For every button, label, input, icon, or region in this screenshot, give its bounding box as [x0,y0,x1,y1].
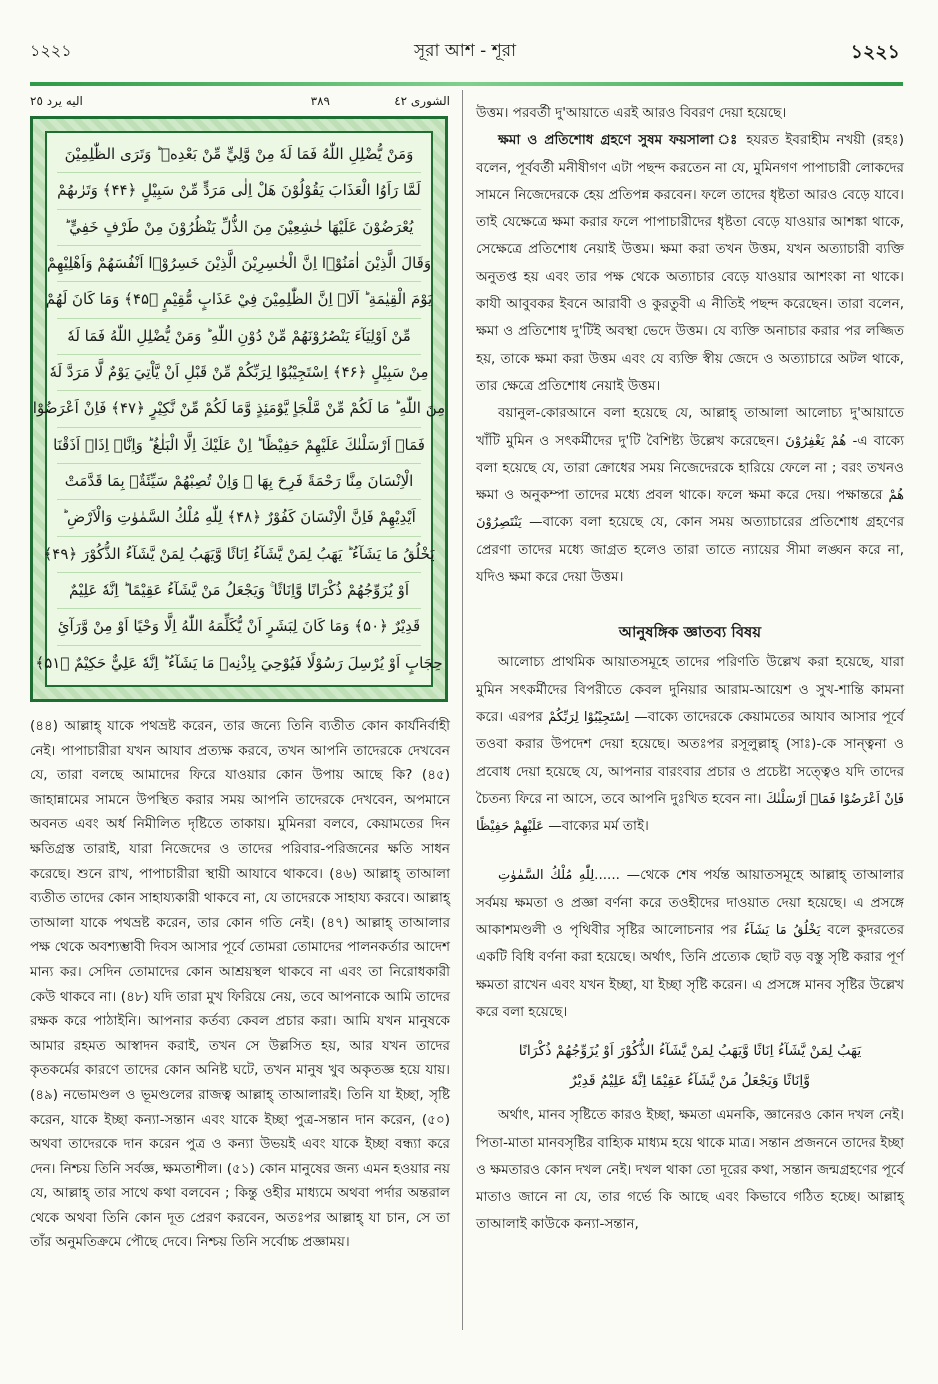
quran-line: مِّنْ اَوْلِيَآءَ يَنْصُرُوْنَهُمْ مِّنْ دُوْنِ اللّٰهِ ؕ وَمَنْ يُّضْلِلِ اللّٰهُ فَمَا لَهٗ [57,319,421,355]
arabic-inline-2: هُمْ يَنْتَصِرُوْنَ [476,488,904,531]
quran-juz-label: اليه يرد ٢٥ [30,94,83,108]
arabic-inline-6: يَخْلُقُ مَا يَشَآءُ [743,923,821,939]
quran-line: وَمَنْ يُّضْلِلِ اللّٰهُ فَمَا لَهٗ مِنْ وَّلِيٍّ مِّنْ بَعْدِهٖ ؕ وَتَرَى الظّٰلِمِيْنَ [57,137,421,173]
right-page-number: ১২২১ [850,41,900,63]
quran-page-number: ٣٨٩ [310,94,330,108]
commentary-para-4 [476,649,904,840]
left-page-number: ১২২১ [30,41,72,60]
arabic-inline-4: فَاِنْ اَعْرَضُوْا فَمَاۤ اَرْسَلْنٰكَ عَلَيْهِمْ حَفِيْظًا [476,791,904,835]
commentary-para-4-c: —বাক্যের মর্ম তাই। [543,818,649,835]
commentary-para-1: উত্তম। পরবর্তী দু'আয়াতে এরই আরও বিবরণ দেয়া হয়েছে। [476,105,787,121]
commentary-column [476,100,904,1239]
section-title: আনুষঙ্গিক জ্ঞাতব্য বিষয় [618,623,762,642]
page-header [30,38,900,74]
commentary-para-3-b: -এ বাক্যে বলা হয়েছে যে, তারা ক্রোধের সময় নিজেদেরকে হারিয়ে ফেলে না ; বরং তখনও ক্ষমা ও অনুকম্পা তাদের মধ্যে প্রবল থাকে। ফলে ক্ষমা করে দেয়। পক্ষান্তরে [476,432,904,504]
section-gap [476,840,904,862]
commentary-para-3-a: বয়ানুল-কোরআনে বলা হয়েছে যে, আল্লাহ্ তাআলা আলোচ্য দু'আয়াতে খাঁটি মুমিন ও সৎকর্মীদের দু'টি বৈশিষ্ট্য উল্লেখ করেছেন। [476,405,904,449]
ayah-quote-line-2: وَّاِنَاثًا وَيَجْعَلُ مَنْ يَّشَآءُ عَقِيْمًا اِنَّهٗ عَلِيْمٌ قَدِيْرٌ [569,1073,811,1090]
quran-text-panel [30,92,450,704]
commentary-heading: ক্ষমা ও প্রতিশোধ গ্রহণে সুষম ফয়সালা ঃ [498,132,740,149]
quran-lines [32,131,446,687]
arabic-inline-5: لِلّٰهِ مُلْكُ السَّمٰوٰتِ [498,868,595,884]
translation-text: (৪৪) আল্লাহ্ যাকে পথভ্রষ্ট করেন, তার জন্যে তিনি ব্যতীত কোন কার্যনির্বাহী নেই। পাপাচারীরা যখন আযাব প্রত্যক্ষ করবে, তখন আপনি তাদেরকে দেখবেন যে, তারা বলছে আমাদের ফিরে যাওয়ার কোন উপায় আছে কি? (৪৫) জাহান্নামের সামনে উপস্থিত করার সময় আপনি তাদেরকে দেখবেন, অপমানে অবনত এবং অর্ধ নিমীলিত দৃষ্টিতে তাকায়। মুমিনরা বলবে, কেয়ামতের দিন ক্ষতিগ্রস্ত তারাই, যারা নিজেদের ও তাদের পরিবার-পরিজনের ক্ষতি সাধন করেছে। শুনে রাখ, পাপাচারীরা স্থায়ী আযাবে থাকবে। (৪৬) আল্লাহ্ তাআলা ব্যতীত তাদের কোন সাহায্যকারী থাকবে না, যে তাদেরকে সাহায্য করবে। আল্লাহ্ তাআলা যাকে পথভ্রষ্ট করেন, তার কোন গতি নেই। (৪৭) আল্লাহ্ তাআলার পক্ষ থেকে অবশ্যম্ভাবী দিবস আসার পূর্বে তোমরা তোমাদের পালনকর্তার আদেশ মান্য কর। সেদিন তোমাদের কোন আশ্রয়স্থল থাকবে না এবং তা নিরোধকারী কেউ থাকবে না। (৪৮) যদি তারা মুখ ফিরিয়ে নেয়, তবে আপনাকে আমি তাদের রক্ষক করে পাঠাইনি। আপনার কর্তব্য কেবল প্রচার করা। আমি যখন মানুষকে আমার রহমত আস্বাদন করাই, তখন সে উল্লসিত হয়, আর যখন তাদের কৃতকর্মের কারণে তাদের কোন অনিষ্ট ঘটে, তখন মানুষ খুব অকৃতজ্ঞ হয়ে যায়। (৪৯) নভোমণ্ডল ও ভূমণ্ডলের রাজত্ব আল্লাহ্ তাআলারই। তিনি যা ইচ্ছা, সৃষ্টি করেন, যাকে ইচ্ছা কন্যা-সন্তান এবং যাকে ইচ্ছা পুত্র-সন্তান দান করেন, (৫০) অথবা তাদেরকে দান করেন পুত্র ও কন্যা উভয়ই এবং যাকে ইচ্ছা বন্ধ্যা করে দেন। নিশ্চয় তিনি সর্বজ্ঞ, ক্ষমতাশীল। (৫১) কোন মানুষের জন্য এমন হওয়ার নয় যে, আল্লাহ্ তার সাথে কথা বলবেন ; কিন্তু ওহীর মাধ্যমে অথবা পর্দার অন্তরাল থেকে অথবা তিনি কোন দূত প্রেরণ করবেন, অতঃপর আল্লাহ্ যা চান, সে তা তাঁর অনুমতিক্রমে পৌছে দেবে। নিশ্চয় তিনি সর্বোচ্চ প্রজ্ঞাময়। [30,718,450,1251]
quran-line: الْاِنْسَانَ مِنَّا رَحْمَةً فَرِحَ بِهَا ۚ وَاِنْ تُصِبْهُمْ سَيِّئَةٌۢ بِمَا قَدَّمَتْ [57,464,421,500]
commentary-para-3 [476,400,904,591]
commentary-para-2-text: হযরত ইবরাহীম নখয়ী (রহঃ) বলেন, পূর্ববর্তী মনীষীগণ এটা পছন্দ করতেন না যে, মুমিনগণ পাপাচারী লোকদের সামনে নিজেদেরকে হেয় প্রতিপন্ন করবেন। ফলে তাদের ধৃষ্টতা আরও বেড়ে যাবে। তাই যেক্ষেত্রে ক্ষমা করার ফলে পাপাচারীদের ধৃষ্টতা বেড়ে যাওয়ার আশঙ্কা থাকে, সেক্ষেত্রে প্রতিশোধ নেয়াই উত্তম। ক্ষমা করা তখন উত্তম, যখন অত্যাচারী ব্যক্তি অনুতপ্ত হয় এবং তার পক্ষ থেকে অত্যাচার বেড়ে যাওয়ার আশংকা না থাকে। কাযী আবুবকর ইবনে আরাবী ও কুরতুবী এ নীতিই পছন্দ করেছেন। তারা বলেন, ক্ষমা ও প্রতিশোধ দু'টিই অবস্থা ভেদে উত্তম। যে ব্যক্তি অনাচার করার পর লজ্জিত হয়, তাকে ক্ষমা করা উত্তম এবং যে ব্যক্তি স্বীয় জেদে ও অত্যাচারে অটল থাকে, তার ক্ষেত্রে প্রতিশোধ নেয়াই উত্তম। [476,132,905,394]
quran-line: مِنْ سَبِيْلٍ ﴿۴۶﴾ اِسْتَجِيْبُوْا لِرَبِّكُمْ مِّنْ قَبْلِ اَنْ يَّاْتِيَ يَوْمٌ لَّا مَرَدَّ لَهٗ [57,355,421,391]
quran-line: فَمَاۤ اَرْسَلْنٰكَ عَلَيْهِمْ حَفِيْظًا ؕ اِنْ عَلَيْكَ اِلَّا الْبَلٰغُ ؕ وَاِنَّاۤ اِذَاۤ اَذَقْنَا [57,428,421,464]
ayah-quote [476,1036,904,1096]
quran-line: حِجَابٍ اَوْ يُرْسِلَ رَسُوْلًا فَيُوْحِيَ بِاِذْنِهٖ مَا يَشَآءُ ؕ اِنَّهٗ عَلِيٌّ حَكِيْمٌ ﴿۵۱﴾ [35,653,443,672]
header-rule [30,82,903,86]
commentary-para-4-a: আলোচ্য প্রাথমিক আয়াতসমূহে তাদের পরিণতি উল্লেখ করা হয়েছে, যারা মুমিন সৎকর্মীদের বিপরীতে কেবল দুনিয়ার আরাম-আয়েশ ও সুখ-শান্তি কামনা করে। এরপর [476,654,904,725]
quran-line: يَخْلُقُ مَا يَشَآءُ ؕ يَهَبُ لِمَنْ يَّشَآءُ اِنَاثًا وَّيَهَبُ لِمَنْ يَّشَآءُ الذُّكُوْرَ ﴿۴۹﴾ [57,537,421,573]
arabic-inline-1: هُمْ يَغْفِرُوْنَ [785,433,847,449]
commentary-para-6: অর্থাৎ, মানব সৃষ্টিতে কারও ইচ্ছা, ক্ষমতা এমনকি, জ্ঞানেরও কোন দখল নেই। পিতা-মাতা মানবসৃষ্টির বাহ্যিক মাধ্যম হয়ে থাকে মাত্র। সন্তান প্রজননে তাদের ইচ্ছা ও ক্ষমতারও কোন দখল নেই। দখল থাকা তো দূরের কথা, সন্তান জন্মগ্রহণের পূর্বে মাতাও জানে না যে, তার গর্ভে কি আছে এবং কিভাবে গঠিত হচ্ছে। আল্লাহ্ তাআলাই কাউকে কন্যা-সন্তান, [476,1107,904,1233]
quran-line: اَيْدِيْهِمْ فَاِنَّ الْاِنْسَانَ كَفُوْرٌ ﴿۴۸﴾ لِلّٰهِ مُلْكُ السَّمٰوٰتِ وَالْاَرْضِ ؕ [57,500,421,536]
commentary-para-5-a: —থেকে শেষ পর্যন্ত আয়াতসমূহে আল্লাহ্ তাআলার সর্বময় ক্ষমতা ও প্রজ্ঞা বর্ণনা করে তওহীদের দাওয়াত দেয়া হয়েছে। এ প্রসঙ্গে আকাশমণ্ডলী ও পৃথিবীর সৃষ্টির আলোচনার পর [476,867,904,939]
ayah-quote-line-1: يَهَبُ لِمَنْ يَّشَآءُ اِنَاثًا وَّيَهَبُ لِمَنْ يَّشَآءُ الذُّكُوْرَ اَوْ يُزَوِّجُهُمْ ذُكْرَانًا [518,1043,862,1060]
surah-title: সূরা আশ - শূরা [413,41,517,61]
quran-line: وَقَالَ الَّذِيْنَ اٰمَنُوْۤا اِنَّ الْخٰسِرِيْنَ الَّذِيْنَ خَسِرُوْۤا اَنْفُسَهُمْ وَاَهْلِيْهِمْ [57,246,421,282]
commentary-para-4-b: —বাক্যে তাদেরকে কেয়ামতের আযাব আসার পূর্বে তওবা করার উপদেশ দেয়া হয়েছে। অতঃপর রসূলুল্লাহ্ (সাঃ)-কে সান্ত্বনা ও প্রবোধ দেয়া হয়েছে যে, আপনার বারংবার প্রচার ও প্রচেষ্টা সত্ত্বেও যদি তাদের চৈতন্য ফিরে না আসে, তবে আপনি দুঃখিত হবেন না। [476,708,904,807]
quran-line: يُعْرَضُوْنَ عَلَيْهَا خٰشِعِيْنَ مِنَ الذُّلِّ يَنْظُرُوْنَ مِنْ طَرْفٍ خَفِيٍّ ؕ [57,210,421,246]
quran-line: لَمَّا رَاَوُا الْعَذَابَ يَقُوْلُوْنَ هَلْ اِلٰى مَرَدٍّ مِّنْ سَبِيْلٍ ﴿۴۴﴾ وَتَرٰىهُمْ [57,173,421,209]
commentary-para-5-b: বলে কুদরতের একটি বিধি বর্ণনা করা হয়েছে। অর্থাৎ, তিনি প্রত্যেক ছোট বড় বস্তু সৃষ্টি করার পূর্ণ ক্ষমতা রাখেন এবং যখন ইচ্ছা, যা ইচ্ছা সৃষ্টি করেন। এ প্রসঙ্গে মানব সৃষ্টির উল্লেখ করে বলা হয়েছে। [476,922,905,1020]
commentary-para-5 [476,862,904,1026]
quran-surah-label: الشورى ٤٢ [394,94,450,108]
quran-line: يَوْمَ الْقِيٰمَةِ ؕ اَلَاۤ اِنَّ الظّٰلِمِيْنَ فِيْ عَذَابٍ مُّقِيْمٍ ﴿۴۵﴾ وَمَا كَانَ لَهُمْ [57,282,421,318]
quran-line: مِنَ اللّٰهِ ؕ مَا لَكُمْ مِّنْ مَّلْجَاٍ يَّوْمَئِذٍ وَّمَا لَكُمْ مِّنْ نَّكِيْرٍ ﴿۴۷﴾ فَاِنْ اَعْرَضُوْا [57,391,421,427]
quran-ornamental-frame [30,116,448,702]
quran-panel-header [30,92,450,114]
commentary-para-3-c: —বাক্যে বলা হয়েছে যে, কোন সময় অত্যাচারের প্রতিশোধ গ্রহণের প্রেরণা তাদের মধ্যে জাগ্রত হলেও তারা তাতে ন্যায়ের সীমা লঙ্ঘন করে না, যদিও ক্ষমা করে দেয়া উত্তম। [476,514,904,586]
ellipsis: ...... [594,867,620,884]
column-divider [462,90,463,1330]
arabic-inline-3: اِسْتَجِيْبُوْا لِرَبِّكُمْ [548,709,629,725]
quran-line: اَوْ يُزَوِّجُهُمْ ذُكْرَانًا وَّاِنَاثًا ۚ وَيَجْعَلُ مَنْ يَّشَآءُ عَقِيْمًا ؕ اِنَّهٗ عَلِيْمٌ [57,573,421,609]
quran-line: قَدِيْرٌ ﴿۵۰﴾ وَمَا كَانَ لِبَشَرٍ اَنْ يُّكَلِّمَهُ اللّٰهُ اِلَّا وَحْيًا اَوْ مِنْ وَّرَآئِ [57,609,421,645]
commentary-para-2 [476,127,904,400]
